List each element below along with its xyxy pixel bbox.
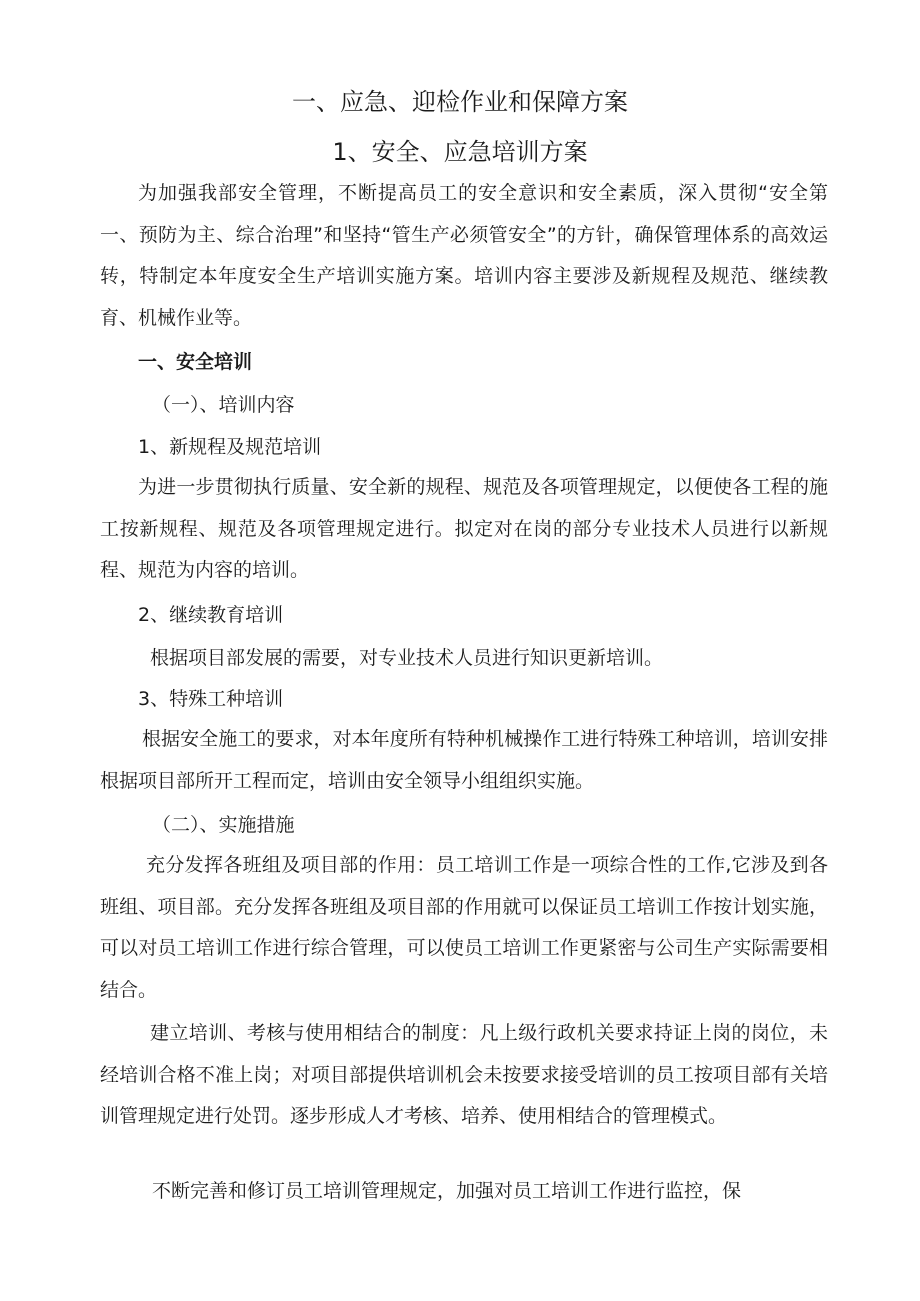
item-heading-new-regulations: 1、新规程及规范培训	[138, 436, 322, 458]
item-paragraph-continuing-education: 根据项目部发展的需要，对专业技术人员进行知识更新培训。	[150, 647, 664, 669]
measure-paragraph-certification: 建立培训、考核与使用相结合的制度：凡上级行政机关要求持证上岗的岗位，未经培训合格不准上岗；对项目部提供培训机会未按要求接受培训的员工按项目部有关培训管理规定进行处罚。逐步形成人才考核、培养、使用相结合的管理模式。	[100, 1022, 828, 1127]
subsection-heading-content: （一）、培训内容	[152, 394, 295, 416]
document-subtitle: 1、安全、应急培训方案	[332, 138, 588, 166]
item-paragraph-new-regulations: 为进一步贯彻执行质量、安全新的规程、规范及各项管理规定，以便使各工程的施工按新规程、规范及各项管理规定进行。拟定对在岗的部分专业技术人员进行以新规程、规范为内容的培训。	[100, 476, 828, 581]
section-heading-safety-training: 一、安全培训	[138, 351, 253, 373]
item-heading-continuing-education: 2、继续教育培训	[138, 604, 284, 626]
intro-paragraph: 为加强我部安全管理，不断提高员工的安全意识和安全素质，深入贯彻“安全第一、预防为主、综合治理”和坚持“管生产必须管安全”的方针，确保管理体系的高效运转，特制定本年度安全生产培训实施方案。培训内容主要涉及新规程及规范、继续教育、机械作业等。	[100, 182, 828, 329]
item-paragraph-special-trades: 根据安全施工的要求，对本年度所有特种机械操作工进行特殊工种培训，培训安排根据项目部所开工程而定，培训由安全领导小组组织实施。	[100, 728, 828, 792]
measure-paragraph-teams: 充分发挥各班组及项目部的作用：员工培训工作是一项综合性的工作,它涉及到各班组、项目部。充分发挥各班组及项目部的作用就可以保证员工培训工作按计划实施，可以对员工培训工作进行综合管理，可以使员工培训工作更紧密与公司生产实际需要相结合。	[100, 854, 828, 1001]
subsection-heading-measures: （二）、实施措施	[152, 814, 295, 836]
document-title: 一、应急、迎检作业和保障方案	[292, 88, 628, 116]
measure-paragraph-regulations: 不断完善和修订员工培训管理规定，加强对员工培训工作进行监控，保	[152, 1180, 742, 1202]
item-heading-special-trades: 3、特殊工种培训	[138, 688, 284, 710]
